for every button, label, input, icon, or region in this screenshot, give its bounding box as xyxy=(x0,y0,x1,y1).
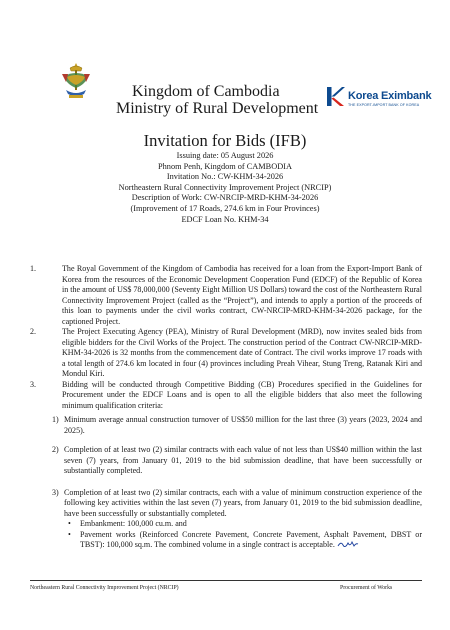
works-description: Description of Work: CW-NRCIP-MRD-KHM-34-2026 xyxy=(131,193,319,203)
paragraph-number: 2. xyxy=(30,327,37,336)
list-item xyxy=(64,519,422,530)
list-item-text: Embankment: 100,000 cu.m. and xyxy=(80,519,187,528)
criterion-item xyxy=(30,445,422,477)
paragraph xyxy=(30,380,422,412)
paragraph xyxy=(30,327,422,380)
bank-tagline: THE EXPORT-IMPORT BANK OF KOREA xyxy=(348,103,420,107)
criterion-item xyxy=(30,415,422,436)
paragraph-text: Bidding will be conducted through Competitive Bidding (CB) Procedures specified in the Guidelines for Procurement under the EDCF Loans and is open to all the eligible bidders that also meet the following minimum qualification criteria: xyxy=(62,379,422,410)
ministry-name: Ministry of Rural Development xyxy=(116,100,319,117)
criterion-text: Minimum average annual construction turnover of US$50 million for the last three (3) years (2023, 2024 and 2025). xyxy=(64,415,422,435)
korea-eximbank-logo-icon xyxy=(327,87,345,106)
country-name: Kingdom of Cambodia xyxy=(132,83,280,100)
project-name: Northeastern Rural Connectivity Improvement Project (NRCIP) xyxy=(118,182,332,192)
paragraph-text: The Project Executing Agency (PEA), Ministry of Rural Development (MRD), now invites sealed bids from eligible bidders for the Civil Works of the Project. The construction period of the Contract CW-NRCIP-MRD-KHM-34-2026 is 32 months from the commencement date of Contract. The civil works improve 17 roads with a total length of 274.6 km located in four (4) provinces including Preah Vihear, Stung Treng, Ratanak Kiri and Mondul Kiri. xyxy=(62,327,422,378)
initials-signature-icon xyxy=(337,540,359,548)
paragraph-number: 1. xyxy=(30,264,37,273)
paragraph-text: The Royal Government of the Kingdom of Cambodia has received for a loan from the Export-Import Bank of Korea from the resources of the Economic Development Cooperation Fund (EDCF) of the Republic of Korea in the amount of US$ 78,000,000 (Seventy Eight Million US Dollars) toward the cost of the Northeastern Rural Connectivity Improvement Project (called as the “Project”), and intends to apply a portion of the proceeds of this loan to payments under the civil works contract, CW-NRCIP-MRD-KHM-34-2026 package, for the captioned Project. xyxy=(62,264,422,326)
list-item xyxy=(64,530,422,551)
criterion-text: Completion of at least two (2) similar contracts with each value of not less than US$40 million within the last seven (7) years, from January 01, 2019 to the bid submission deadline, that have been successfully or substantially completed. xyxy=(64,445,422,475)
criterion-item xyxy=(30,488,422,520)
criterion-text: Completion of at least two (2) similar contracts, each with a value of minimum construction experience of the following key activities within the last seven (7) years, from January 01, 2019 to the bid submission deadline, have been successfully or substantially completed. xyxy=(64,487,422,518)
document-title: Invitation for Bids (IFB) xyxy=(143,131,307,150)
bullet-icon: • xyxy=(68,529,71,539)
list-item-text: Pavement works (Reinforced Concrete Pavement, Concrete Pavement, Asphalt Pavement, DBST or TBST): 100,000 sq.m. The combined volume in a single contract is acceptable. xyxy=(80,529,422,549)
bank-name: Korea Eximbank xyxy=(348,90,432,102)
bullet-icon: • xyxy=(68,519,71,528)
loan-number: EDCF Loan No. KHM-34 xyxy=(181,214,269,224)
cambodia-royal-emblem-icon xyxy=(60,62,92,102)
invitation-number: Invitation No.: CW-KHM-34-2026 xyxy=(166,172,284,182)
document-body xyxy=(30,264,422,551)
footer-project: Northeastern Rural Connectivity Improvement Project (NRCIP) xyxy=(30,585,179,591)
improvement-scope: (Improvement of 17 Roads, 274.6 km in Four Provinces) xyxy=(130,203,320,213)
criterion-number: 1) xyxy=(52,415,59,424)
criterion-number: 3) xyxy=(52,487,59,497)
footer-divider xyxy=(30,580,422,581)
activity-list xyxy=(64,519,422,551)
criterion-number: 2) xyxy=(52,445,59,454)
issuing-date: Issuing date: 05 August 2026 xyxy=(176,151,274,160)
bid-metadata xyxy=(0,151,450,225)
place: Phnom Penh, Kingdom of CAMBODIA xyxy=(158,161,292,171)
paragraph xyxy=(30,264,422,327)
footer-section: Procurement of Works xyxy=(340,585,393,591)
paragraph-number: 3. xyxy=(30,379,37,389)
